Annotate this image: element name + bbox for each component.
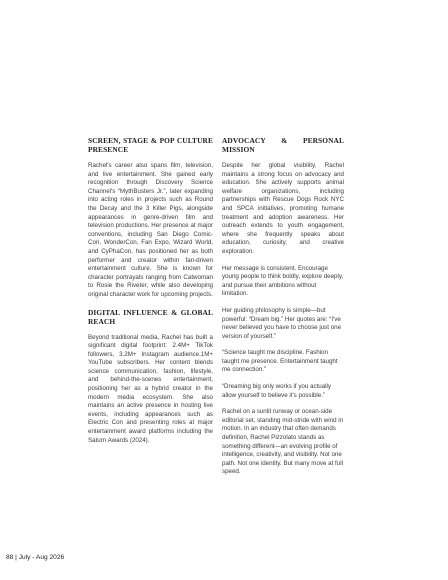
quote-science: “Science taught me discipline. Fashion taught me presence. Entertainment taught me connection.” [222, 349, 338, 374]
paragraph-career: Rachel's career also spans film, television, and live entertainment. She gained early recognition through Discovery Science Channel's “MythBusters Jr.”, later expanding into acting roles in projects such as Round the Decay and the 3 Killer Pigs, alongside appearances in genre-driven film and television productions. Her presence at major conventions, including San Diego Comic-Con, WonderCon, Fan Expo, Wizard World, and CyPhaCon, has positioned her as both performer and creator within fan-driven entertainment culture. She is known for character portrayals ranging from Catwoman to Rosie the Riveter, while also developing original character work for upcoming projects. [88, 162, 213, 298]
left-column [88, 136, 213, 453]
paragraph-philosophy: Her guiding philosophy is simple—but powerful: “Dream big.” Her quotes are: “I've never believed you have to choose just one version of yourself.” [222, 306, 342, 340]
quote-dreaming: “Dreaming big only works if you actually allow yourself to believe it's possible.” [222, 383, 332, 399]
paragraph-advocacy: Despite her global visibility, Rachel maintains a strong focus on advocacy and education. She actively supports animal welfare organizations, including partnerships with Rescue Dogs Rock NYC and SPCA initiatives, promoting humane treatment and adoption awareness. Her outreach extends to youth engagement, where she frequently speaks about education, curiosity, and creative exploration. [222, 162, 344, 255]
paragraph-message: Her message is consistent. Encourage young people to think boldly, explore deeply, and pursue their ambitions without limitation. [222, 264, 344, 298]
paragraph-digital: Beyond traditional media, Rachel has built a significant digital footprint: 2.4M+ TikTok followers, 3.2M+ Instagram audience,1M+ YouTube subscribers. Her content blends science communication, fashion, lifestyle, and behind-the-scenes entertainment, positioning her as a hybrid creator in the modern media ecosystem. She also maintains an active presence in hosting live events, including appearances such as Electric Con and presenting roles at major entertainment award platforms including the Saturn Awards (2024). [88, 333, 213, 444]
paragraph-runway: Rachel on a sunlit runway or ocean-side editorial set, standing mid-stride with wind in motion. In an industry that often demands definition, Rachel Pizzolato stands as something different—an evolving profile of intelligence, creativity, and visibility. Not one path. Not one identity. But many move at full speed. [222, 408, 344, 476]
section-heading-advocacy: ADVOCACY & PERSONAL MISSION [222, 136, 344, 154]
right-column [222, 136, 344, 485]
section-heading-digital-influence: DIGITAL INFLUENCE & GLOBAL REACH [88, 307, 213, 326]
page-footer: 88 | July - Aug 2026 [6, 554, 65, 561]
section-heading-screen-stage: SCREEN, STAGE & POP CULTURE PRESENCE [88, 136, 213, 154]
